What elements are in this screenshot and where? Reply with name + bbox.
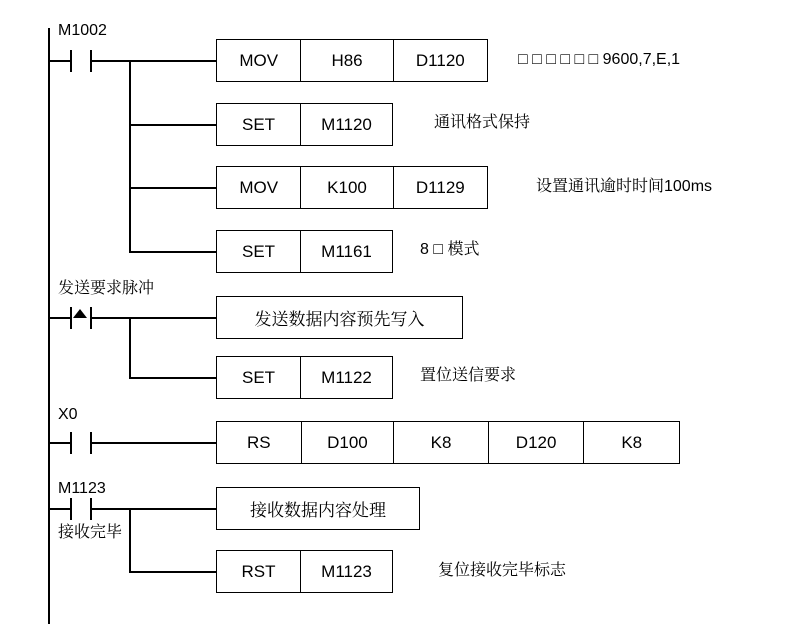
rung-4-branch-2 (129, 571, 216, 573)
rung-2-lead-out (92, 317, 130, 319)
instruction-cell: RST (241, 561, 276, 581)
instruction-cell: M1122 (300, 357, 392, 398)
rung-3-lead-in (48, 442, 70, 444)
instruction-cell: 接收数据内容处理 (250, 501, 386, 520)
rung-1-contact-label: M1002 (58, 22, 107, 39)
rung-1-branch-bus (129, 60, 131, 252)
rung-2-branch-bus (129, 317, 131, 378)
instruction-block-set-m1161[interactable] (216, 230, 393, 273)
instruction-block-rs[interactable] (216, 421, 680, 464)
instruction-cell: K8 (583, 422, 679, 463)
rung-1-comment-4: 8 □ 模式 (420, 241, 480, 258)
rung-2-contact-rising-edge[interactable] (70, 307, 92, 329)
rung-1-contact-m1002[interactable] (70, 50, 92, 72)
rung-2-branch-1 (129, 317, 216, 319)
rung-1-branch-4 (129, 251, 216, 253)
contact-bar-left-icon (70, 307, 72, 329)
contact-bar-left-icon (70, 50, 72, 72)
instruction-cell: D120 (488, 422, 584, 463)
rung-4-lead-in (48, 508, 70, 510)
rung-4-contact-label-secondary: 接收完毕 (58, 524, 123, 541)
instruction-block-rst-m1123[interactable] (216, 550, 393, 593)
rung-2-lead-in (48, 317, 70, 319)
instruction-cell: D1129 (393, 167, 487, 208)
rung-1-comment-1: □ □ □ □ □ □ 9600,7,E,1 (518, 51, 681, 68)
instruction-cell: H86 (300, 40, 392, 81)
rung-4-contact-label: M1123 (58, 480, 106, 497)
instruction-block-mov-d1129[interactable] (216, 166, 488, 209)
rung-2-branch-2 (129, 377, 216, 379)
instruction-cell: MOV (239, 50, 279, 70)
instruction-block-receive-data-process[interactable] (216, 487, 420, 530)
contact-bar-left-icon (70, 498, 72, 520)
rung-4-contact-m1123[interactable] (70, 498, 92, 520)
instruction-block-set-m1120[interactable] (216, 103, 393, 146)
rising-edge-arrow-icon (73, 309, 87, 318)
left-power-rail (48, 28, 50, 624)
instruction-block-send-data-write[interactable] (216, 296, 463, 339)
rung-3-contact-x0[interactable] (70, 432, 92, 454)
rung-1-comment-2: 通讯格式保持 (434, 114, 531, 131)
instruction-cell: SET (241, 367, 276, 387)
rung-1-comment-3: 设置通讯逾时时间100ms (536, 178, 713, 195)
rung-4-branch-1 (129, 508, 216, 510)
rung-2-contact-label: 发送要求脉冲 (58, 280, 155, 297)
rung-1-lead-out (92, 60, 130, 62)
rung-3-contact-label: X0 (58, 406, 78, 423)
instruction-cell: M1161 (300, 231, 392, 272)
instruction-cell: SET (241, 241, 276, 261)
rung-1-branch-3 (129, 187, 216, 189)
rung-1-branch-1 (129, 60, 216, 62)
instruction-block-set-m1122[interactable] (216, 356, 393, 399)
instruction-cell: M1120 (300, 104, 392, 145)
instruction-cell: D100 (301, 422, 394, 463)
rung-4-lead-out (92, 508, 130, 510)
instruction-cell: M1123 (300, 551, 392, 592)
instruction-cell: MOV (239, 177, 279, 197)
rung-3-lead-out (92, 442, 216, 444)
rung-1-lead-in (48, 60, 70, 62)
rung-4-comment-2: 复位接收完毕标志 (438, 562, 567, 579)
rung-4-branch-bus (129, 508, 131, 572)
instruction-cell: RS (247, 432, 271, 452)
instruction-cell: K8 (393, 422, 488, 463)
instruction-cell: 发送数据内容预先写入 (254, 310, 425, 329)
rung-2-comment-2: 置位送信要求 (420, 367, 517, 384)
instruction-cell: D1120 (393, 40, 487, 81)
instruction-cell: SET (241, 114, 276, 134)
instruction-block-mov-d1120[interactable] (216, 39, 488, 82)
contact-bar-left-icon (70, 432, 72, 454)
rung-1-branch-2 (129, 124, 216, 126)
instruction-cell: K100 (300, 167, 392, 208)
